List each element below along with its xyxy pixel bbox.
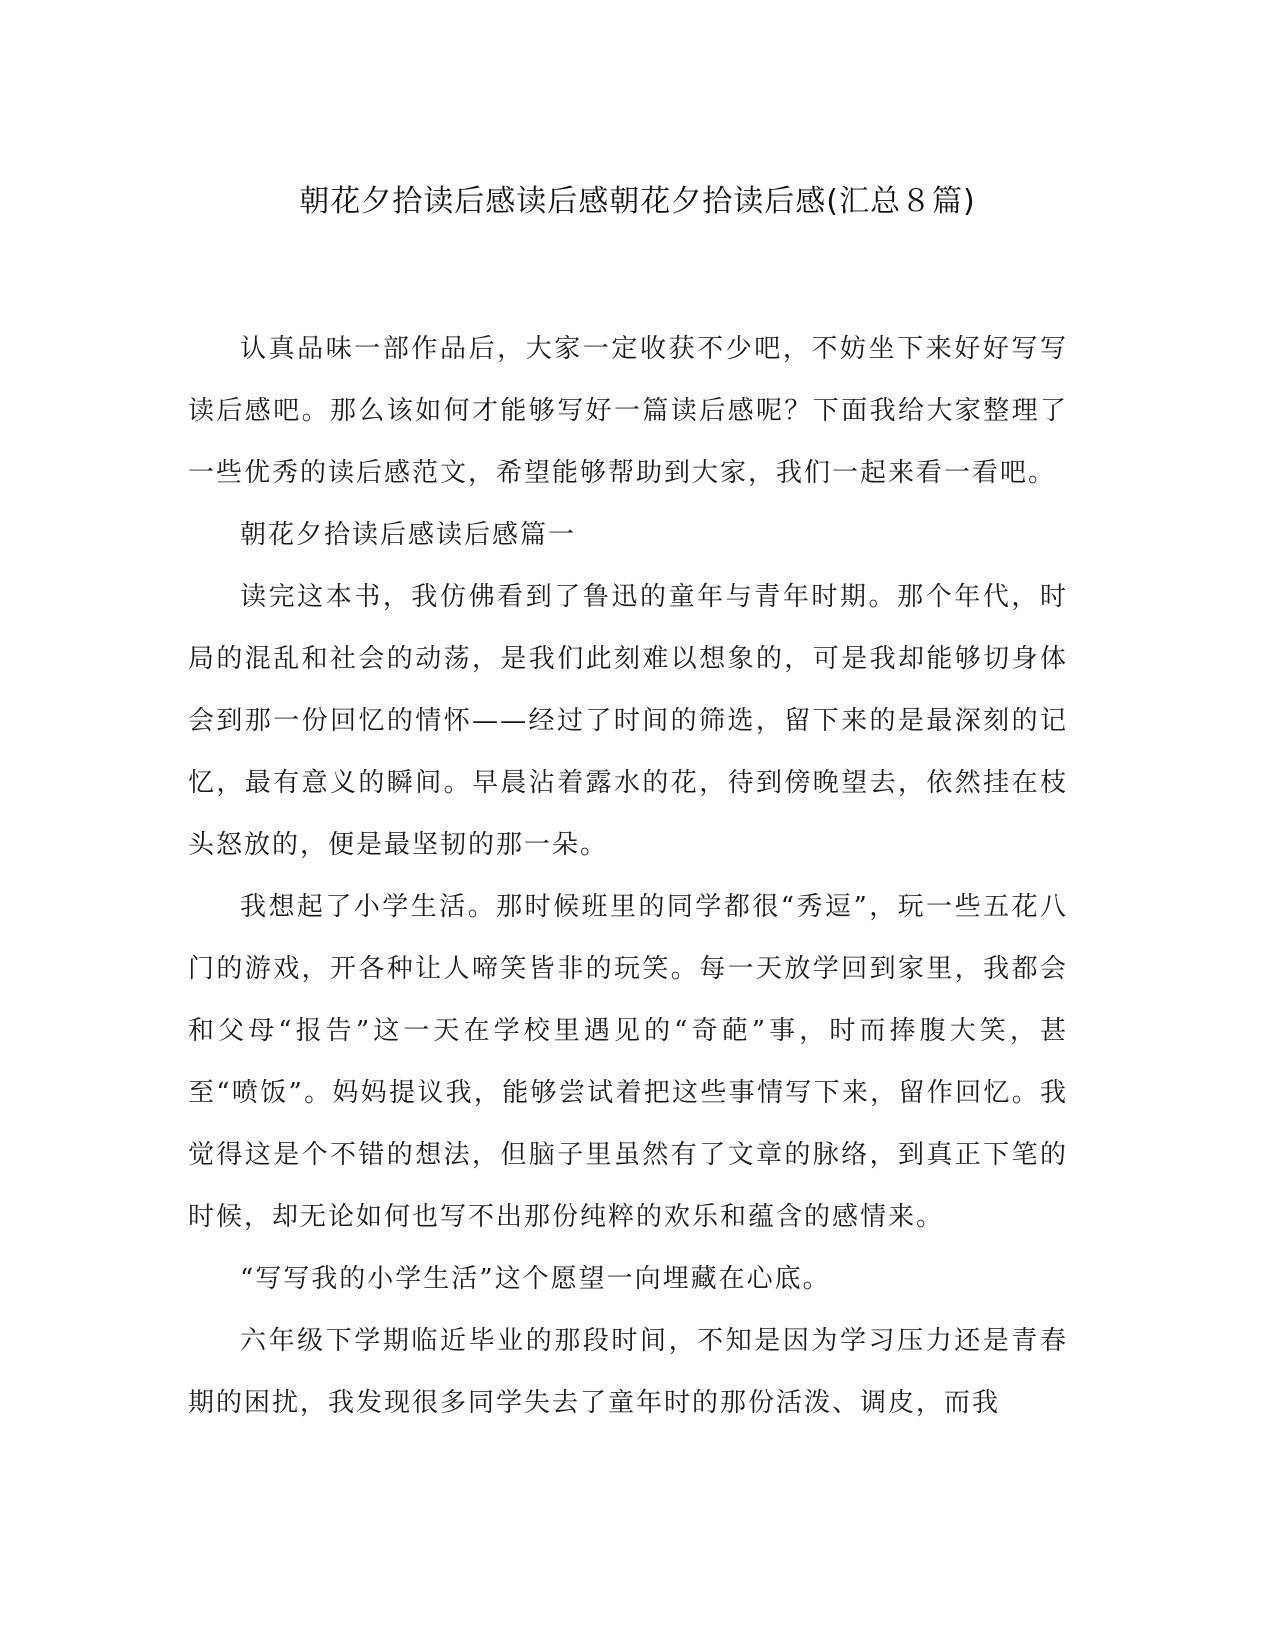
paragraph: “写写我的小学生活”这个愿望一向埋藏在心底。 [240,1264,831,1294]
section-heading: 朝花夕拾读后感读后感篇一 [240,520,577,550]
document-body [188,318,1068,1434]
paragraph: 六年级下学期临近毕业的那段时间，不知是因为学习压力还是青春期的困扰，我发现很多同学失去了童年时的那份活泼、调皮，而我 [188,1326,1068,1418]
paragraph-intro: 认真品味一部作品后，大家一定收获不少吧，不妨坐下来好好写写读后感吧。那么该如何才能够写好一篇读后感呢？下面我给大家整理了一些优秀的读后感范文，希望能够帮助到大家，我们一起来看一看吧。 [188,334,1068,488]
document-title: 朝花夕拾读后感读后感朝花夕拾读后感(汇总８篇) [299,184,976,219]
paragraph: 我想起了小学生活。那时候班里的同学都很“秀逗”，玩一些五花八门的游戏，开各种让人啼笑皆非的玩笑。每一天放学回到家里，我都会和父母“报告”这一天在学校里遇见的“奇葩”事，时而捧腹大笑，甚至“喷饭”。妈妈提议我，能够尝试着把这些事情写下来，留作回忆。我觉得这是个不错的想法，但脑子里虽然有了文章的脉络，到真正下笔的时候，却无论如何也写不出那份纯粹的欢乐和蕴含的感情来。 [188,892,1068,1232]
paragraph: 读完这本书，我仿佛看到了鲁迅的童年与青年时期。那个年代，时局的混乱和社会的动荡，是我们此刻难以想象的，可是我却能够切身体会到那一份回忆的情怀——经过了时间的筛选，留下来的是最深刻的记忆，最有意义的瞬间。早晨沾着露水的花，待到傍晚望去，依然挂在枝头怒放的，便是最坚韧的那一朵。 [188,582,1068,860]
